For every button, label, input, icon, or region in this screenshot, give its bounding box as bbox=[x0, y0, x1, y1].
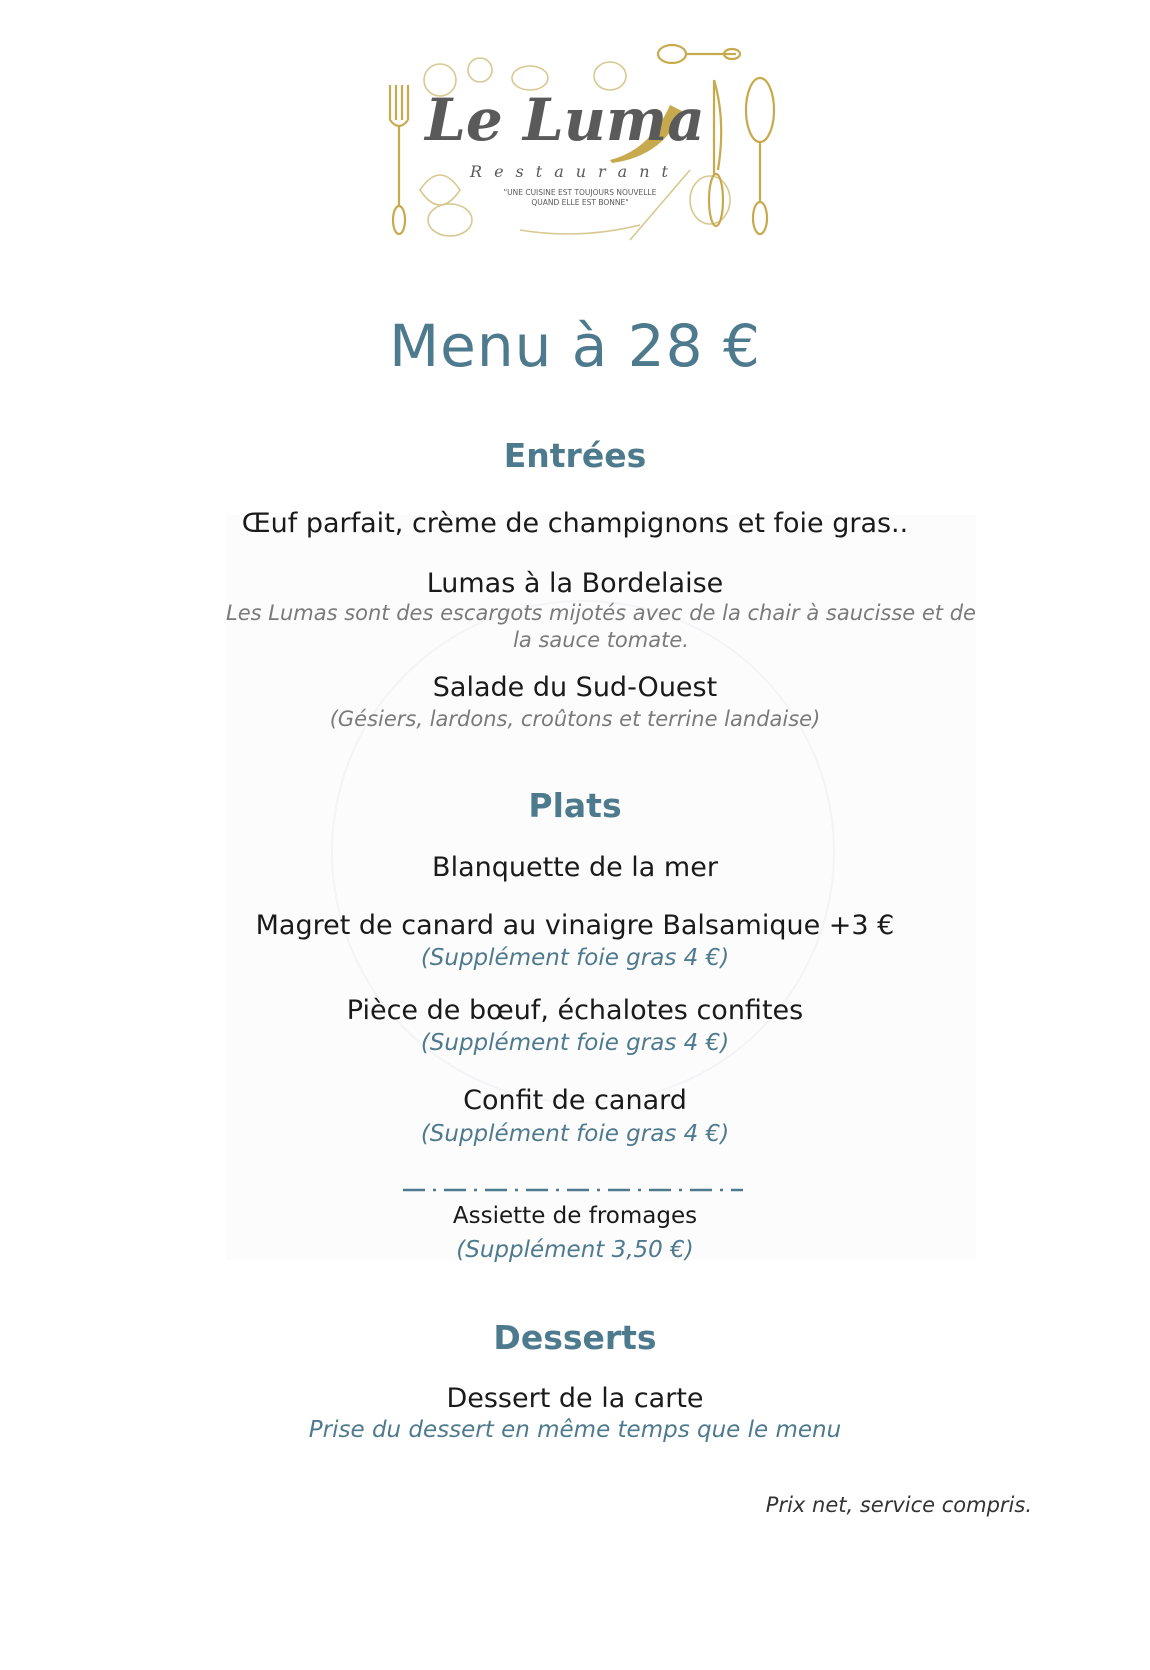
cheese-name: Assiette de fromages bbox=[452, 1203, 698, 1229]
logo-name: Le Luma bbox=[425, 86, 705, 154]
dish-name: Dessert de la carte bbox=[446, 1383, 704, 1414]
dish-description: (Gésiers, lardons, croûtons et terrine landaise) bbox=[329, 707, 821, 731]
dish-supplement: (Supplément foie gras 4 €) bbox=[420, 945, 730, 971]
logo-text-wrap bbox=[0, 86, 1150, 154]
dish-description: Les Lumas sont des escargots mijotés avec de la chair à saucisse et de la sauce tomate. bbox=[226, 601, 976, 652]
dish-name: Blanquette de la mer bbox=[432, 852, 718, 883]
dish-name: Pièce de bœuf, échalotes confites bbox=[346, 995, 804, 1026]
logo-subtitle: Restaurant bbox=[470, 162, 680, 181]
dish-name: Magret de canard au vinaigre Balsamique +3 € bbox=[255, 910, 895, 941]
cheese-supplement: (Supplément 3,50 €) bbox=[456, 1237, 694, 1263]
dish-name: Confit de canard bbox=[463, 1085, 687, 1116]
dish-supplement: (Supplément foie gras 4 €) bbox=[420, 1030, 730, 1056]
dish-name: Œuf parfait, crème de champignons et foie gras.. bbox=[241, 508, 909, 539]
dish-name: Lumas à la Bordelaise bbox=[426, 568, 724, 599]
section-title-entrees: Entrées bbox=[503, 436, 647, 475]
logo-tagline: "UNE CUISINE EST TOUJOURS NOUVELLE QUAND ELLE EST BONNE" bbox=[503, 188, 657, 207]
dessert-note: Prise du dessert en même temps que le menu bbox=[308, 1417, 842, 1443]
dash-dot-separator bbox=[403, 1188, 743, 1192]
dish-supplement: (Supplément foie gras 4 €) bbox=[420, 1121, 730, 1147]
logo-subtitle-wrap bbox=[0, 162, 1150, 181]
section-title-plats: Plats bbox=[528, 786, 622, 825]
dish-name: Salade du Sud-Ouest bbox=[432, 672, 718, 703]
section-title-desserts: Desserts bbox=[493, 1318, 657, 1357]
price-note: Prix net, service compris. bbox=[765, 1493, 1032, 1517]
menu-title: Menu à 28 € bbox=[389, 312, 761, 380]
